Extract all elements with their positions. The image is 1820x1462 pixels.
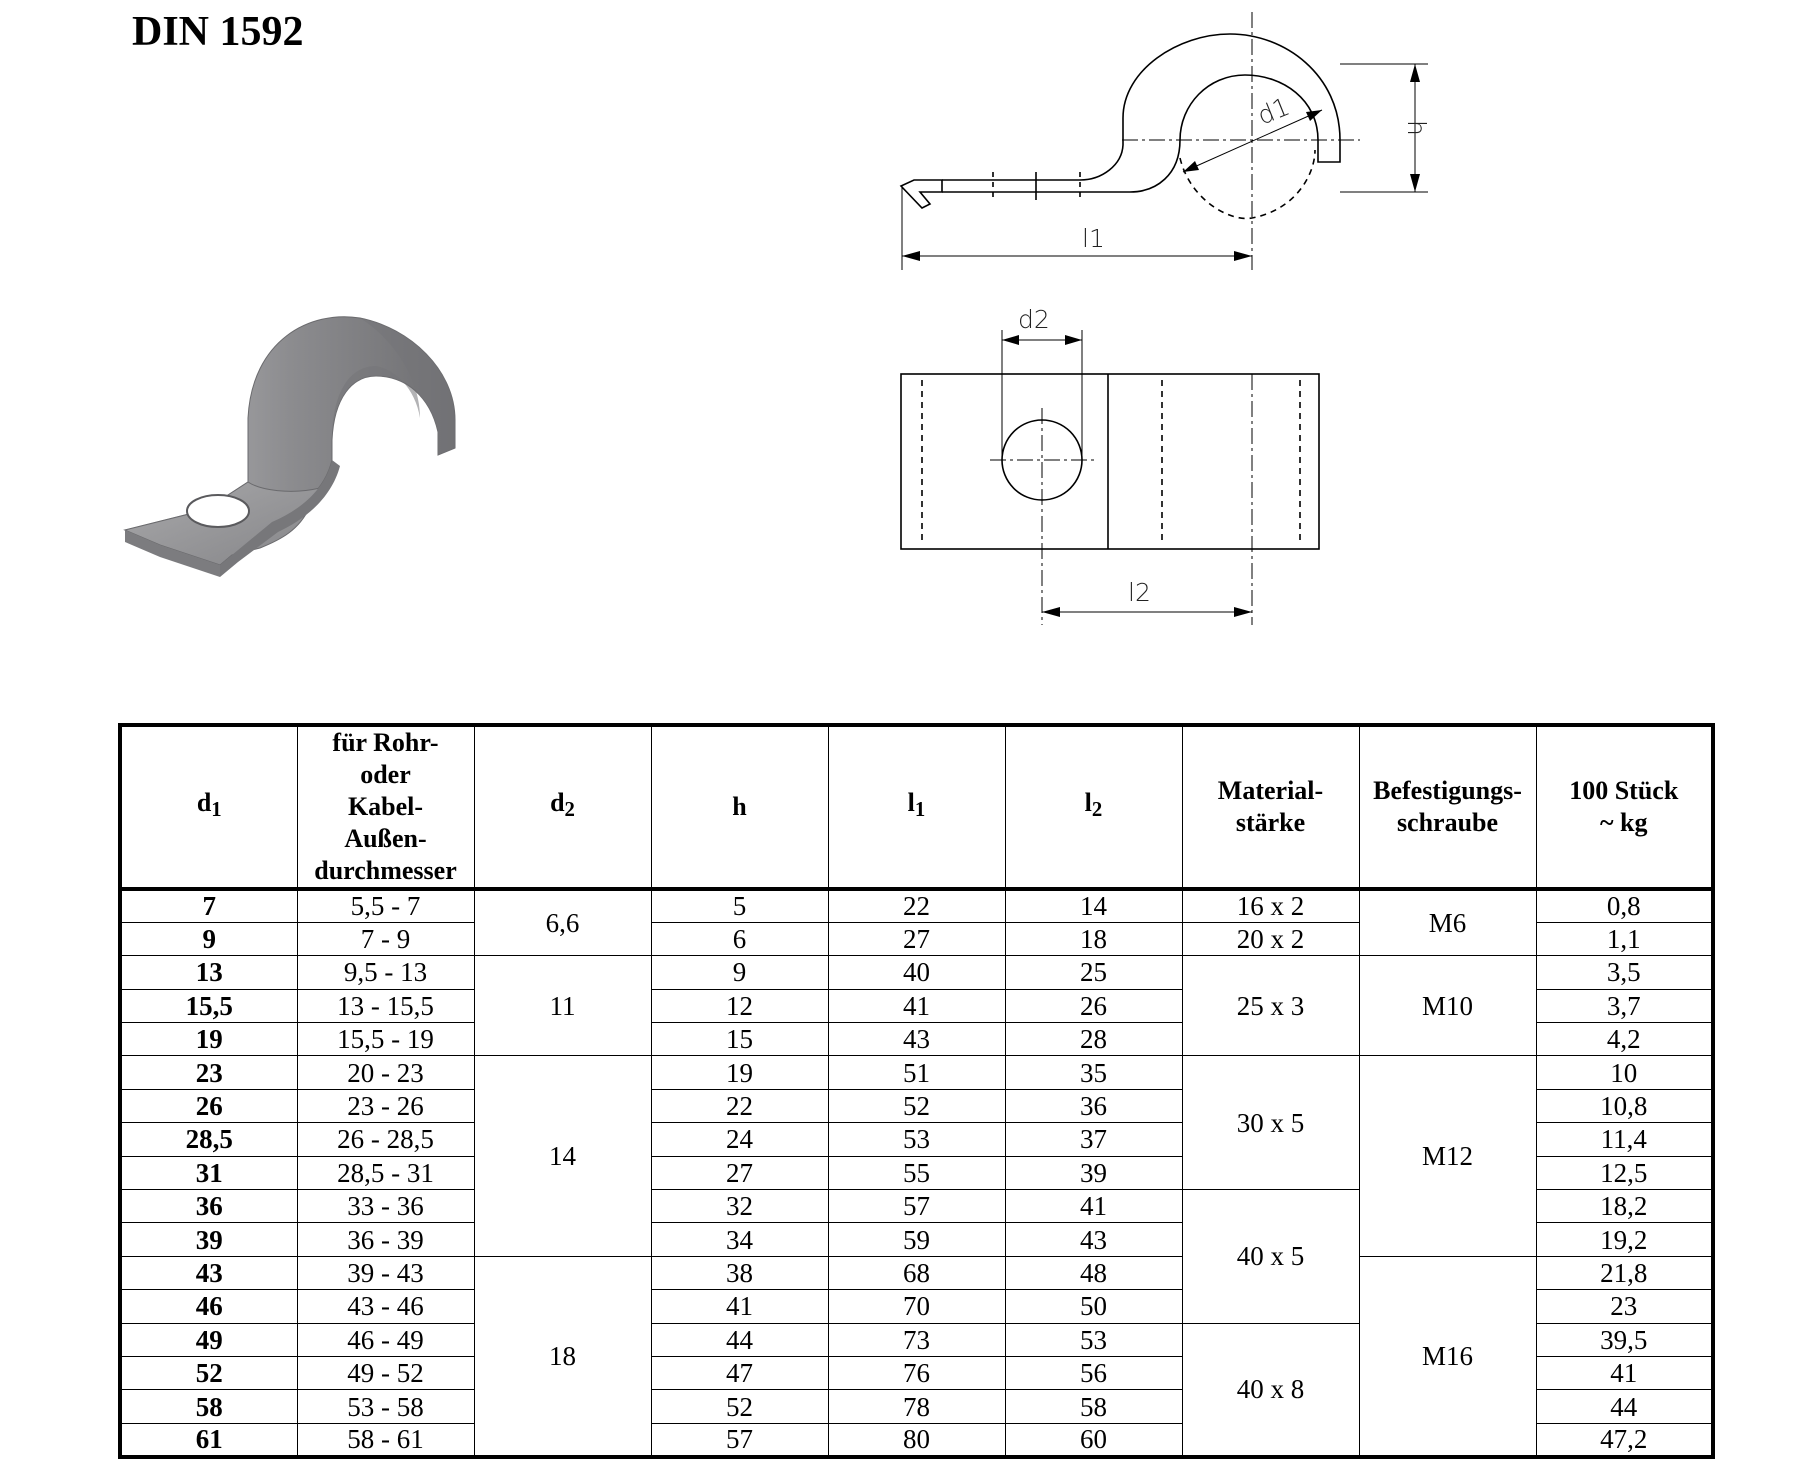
- cell-l1: 57: [828, 1190, 1005, 1223]
- cell-weight: 11,4: [1536, 1123, 1713, 1156]
- cell-l1: 53: [828, 1123, 1005, 1156]
- cell-outer-diameter: 46 - 49: [297, 1323, 474, 1356]
- cell-l1: 52: [828, 1089, 1005, 1122]
- cell-l1: 76: [828, 1356, 1005, 1389]
- cell-material: 25 x 3: [1182, 956, 1359, 1056]
- header-l2: $l_2$: [1005, 725, 1182, 889]
- cell-d1: 7: [120, 889, 297, 922]
- cell-l1: 73: [828, 1323, 1005, 1356]
- table-row: [120, 889, 1713, 922]
- cell-h: 22: [651, 1089, 828, 1122]
- cell-l1: 70: [828, 1290, 1005, 1323]
- cell-l1: 40: [828, 956, 1005, 989]
- table-header-row: [120, 725, 1713, 889]
- cell-material: 30 x 5: [1182, 1056, 1359, 1190]
- cell-outer-diameter: 33 - 36: [297, 1190, 474, 1223]
- cell-l2: 25: [1005, 956, 1182, 989]
- cell-weight: 10: [1536, 1056, 1713, 1089]
- cell-weight: 41: [1536, 1356, 1713, 1389]
- cell-l1: 55: [828, 1156, 1005, 1189]
- label-l2: l2: [1128, 578, 1151, 607]
- cell-d2: 11: [474, 956, 651, 1056]
- cell-l2: 50: [1005, 1290, 1182, 1323]
- page-title: DIN 1592: [132, 9, 304, 55]
- cell-weight: 4,2: [1536, 1023, 1713, 1056]
- cell-weight: 0,8: [1536, 889, 1713, 922]
- cell-h: 12: [651, 989, 828, 1022]
- cell-l1: 78: [828, 1390, 1005, 1423]
- cell-outer-diameter: 39 - 43: [297, 1256, 474, 1289]
- cell-d1: 46: [120, 1290, 297, 1323]
- cell-outer-diameter: 15,5 - 19: [297, 1023, 474, 1056]
- cell-d2: 14: [474, 1056, 651, 1256]
- cell-material: 16 x 2: [1182, 889, 1359, 922]
- cell-h: 9: [651, 956, 828, 989]
- cell-d1: 31: [120, 1156, 297, 1189]
- cell-h: 47: [651, 1356, 828, 1389]
- cell-h: 38: [651, 1256, 828, 1289]
- cell-weight: 18,2: [1536, 1190, 1713, 1223]
- dimension-table: [118, 723, 1715, 1459]
- cell-outer-diameter: 9,5 - 13: [297, 956, 474, 989]
- cell-d1: 23: [120, 1056, 297, 1089]
- cell-d2: 18: [474, 1256, 651, 1456]
- cell-h: 19: [651, 1056, 828, 1089]
- cell-screw: M12: [1359, 1056, 1536, 1256]
- cell-d1: 13: [120, 956, 297, 989]
- label-d1: d1: [1253, 91, 1294, 131]
- cell-d1: 39: [120, 1223, 297, 1256]
- header-h: h: [651, 725, 828, 889]
- cell-outer-diameter: 13 - 15,5: [297, 989, 474, 1022]
- cell-material: 40 x 8: [1182, 1323, 1359, 1457]
- cell-weight: 3,5: [1536, 956, 1713, 989]
- label-d2: d2: [1018, 305, 1050, 334]
- table-row: [120, 956, 1713, 989]
- cell-weight: 1,1: [1536, 922, 1713, 955]
- cell-h: 27: [651, 1156, 828, 1189]
- cell-h: 41: [651, 1290, 828, 1323]
- cell-d1: 58: [120, 1390, 297, 1423]
- cell-outer-diameter: 20 - 23: [297, 1056, 474, 1089]
- cell-outer-diameter: 49 - 52: [297, 1356, 474, 1389]
- technical-drawing: [890, 0, 1510, 640]
- header-l1: $l_1$: [828, 725, 1005, 889]
- cell-material: 20 x 2: [1182, 922, 1359, 955]
- cell-d1: 19: [120, 1023, 297, 1056]
- cell-l1: 68: [828, 1256, 1005, 1289]
- header-weight: 100 Stück ~ kg: [1536, 725, 1713, 889]
- cell-l2: 37: [1005, 1123, 1182, 1156]
- cell-weight: 21,8: [1536, 1256, 1713, 1289]
- header-d2: $d_2$: [474, 725, 651, 889]
- cell-l2: 26: [1005, 989, 1182, 1022]
- cell-l2: 39: [1005, 1156, 1182, 1189]
- cell-l1: 27: [828, 922, 1005, 955]
- cell-d1: 28,5: [120, 1123, 297, 1156]
- cell-outer-diameter: 7 - 9: [297, 922, 474, 955]
- cell-l2: 48: [1005, 1256, 1182, 1289]
- header-d1: $d_1$: [120, 725, 297, 889]
- table-row: [120, 1256, 1713, 1289]
- cell-screw: M16: [1359, 1256, 1536, 1456]
- cell-l2: 53: [1005, 1323, 1182, 1356]
- cell-screw: M10: [1359, 956, 1536, 1056]
- header-outer-diameter: für Rohr- oder Kabel- Außen- durchmesser: [297, 725, 474, 889]
- cell-h: 6: [651, 922, 828, 955]
- cell-l1: 80: [828, 1423, 1005, 1456]
- cell-material: 40 x 5: [1182, 1190, 1359, 1324]
- cell-weight: 47,2: [1536, 1423, 1713, 1456]
- cell-d1: 26: [120, 1089, 297, 1122]
- cell-l1: 41: [828, 989, 1005, 1022]
- cell-h: 34: [651, 1223, 828, 1256]
- cell-outer-diameter: 53 - 58: [297, 1390, 474, 1423]
- cell-h: 15: [651, 1023, 828, 1056]
- cell-h: 52: [651, 1390, 828, 1423]
- cell-d1: 61: [120, 1423, 297, 1456]
- cell-screw: M6: [1359, 889, 1536, 956]
- cell-l2: 58: [1005, 1390, 1182, 1423]
- cell-l2: 14: [1005, 889, 1182, 922]
- label-l1: l1: [1082, 224, 1105, 253]
- cell-d1: 9: [120, 922, 297, 955]
- cell-outer-diameter: 28,5 - 31: [297, 1156, 474, 1189]
- cell-h: 32: [651, 1190, 828, 1223]
- cell-d1: 49: [120, 1323, 297, 1356]
- cell-l1: 51: [828, 1056, 1005, 1089]
- cell-outer-diameter: 5,5 - 7: [297, 889, 474, 922]
- cell-l2: 41: [1005, 1190, 1182, 1223]
- cell-h: 24: [651, 1123, 828, 1156]
- cell-outer-diameter: 23 - 26: [297, 1089, 474, 1122]
- cell-l1: 59: [828, 1223, 1005, 1256]
- cell-outer-diameter: 58 - 61: [297, 1423, 474, 1456]
- cell-d1: 36: [120, 1190, 297, 1223]
- cell-weight: 39,5: [1536, 1323, 1713, 1356]
- table-body: [120, 889, 1713, 1457]
- cell-l2: 35: [1005, 1056, 1182, 1089]
- cell-outer-diameter: 26 - 28,5: [297, 1123, 474, 1156]
- cell-h: 44: [651, 1323, 828, 1356]
- header-screw: Befestigungs- schraube: [1359, 725, 1536, 889]
- cell-l2: 60: [1005, 1423, 1182, 1456]
- cell-weight: 10,8: [1536, 1089, 1713, 1122]
- cell-l2: 28: [1005, 1023, 1182, 1056]
- cell-d1: 43: [120, 1256, 297, 1289]
- label-h: h: [1402, 120, 1431, 136]
- cell-l2: 43: [1005, 1223, 1182, 1256]
- cell-d1: 15,5: [120, 989, 297, 1022]
- cell-weight: 12,5: [1536, 1156, 1713, 1189]
- clamp-3d-illustration: [120, 300, 560, 620]
- cell-weight: 3,7: [1536, 989, 1713, 1022]
- cell-outer-diameter: 36 - 39: [297, 1223, 474, 1256]
- cell-d1: 52: [120, 1356, 297, 1389]
- cell-weight: 23: [1536, 1290, 1713, 1323]
- cell-weight: 19,2: [1536, 1223, 1713, 1256]
- cell-weight: 44: [1536, 1390, 1713, 1423]
- cell-outer-diameter: 43 - 46: [297, 1290, 474, 1323]
- cell-l2: 56: [1005, 1356, 1182, 1389]
- header-material: Material- stärke: [1182, 725, 1359, 889]
- cell-l1: 43: [828, 1023, 1005, 1056]
- cell-l2: 18: [1005, 922, 1182, 955]
- cell-l2: 36: [1005, 1089, 1182, 1122]
- cell-h: 5: [651, 889, 828, 922]
- cell-h: 57: [651, 1423, 828, 1456]
- cell-l1: 22: [828, 889, 1005, 922]
- cell-d2: 6,6: [474, 889, 651, 956]
- table-row: [120, 1056, 1713, 1089]
